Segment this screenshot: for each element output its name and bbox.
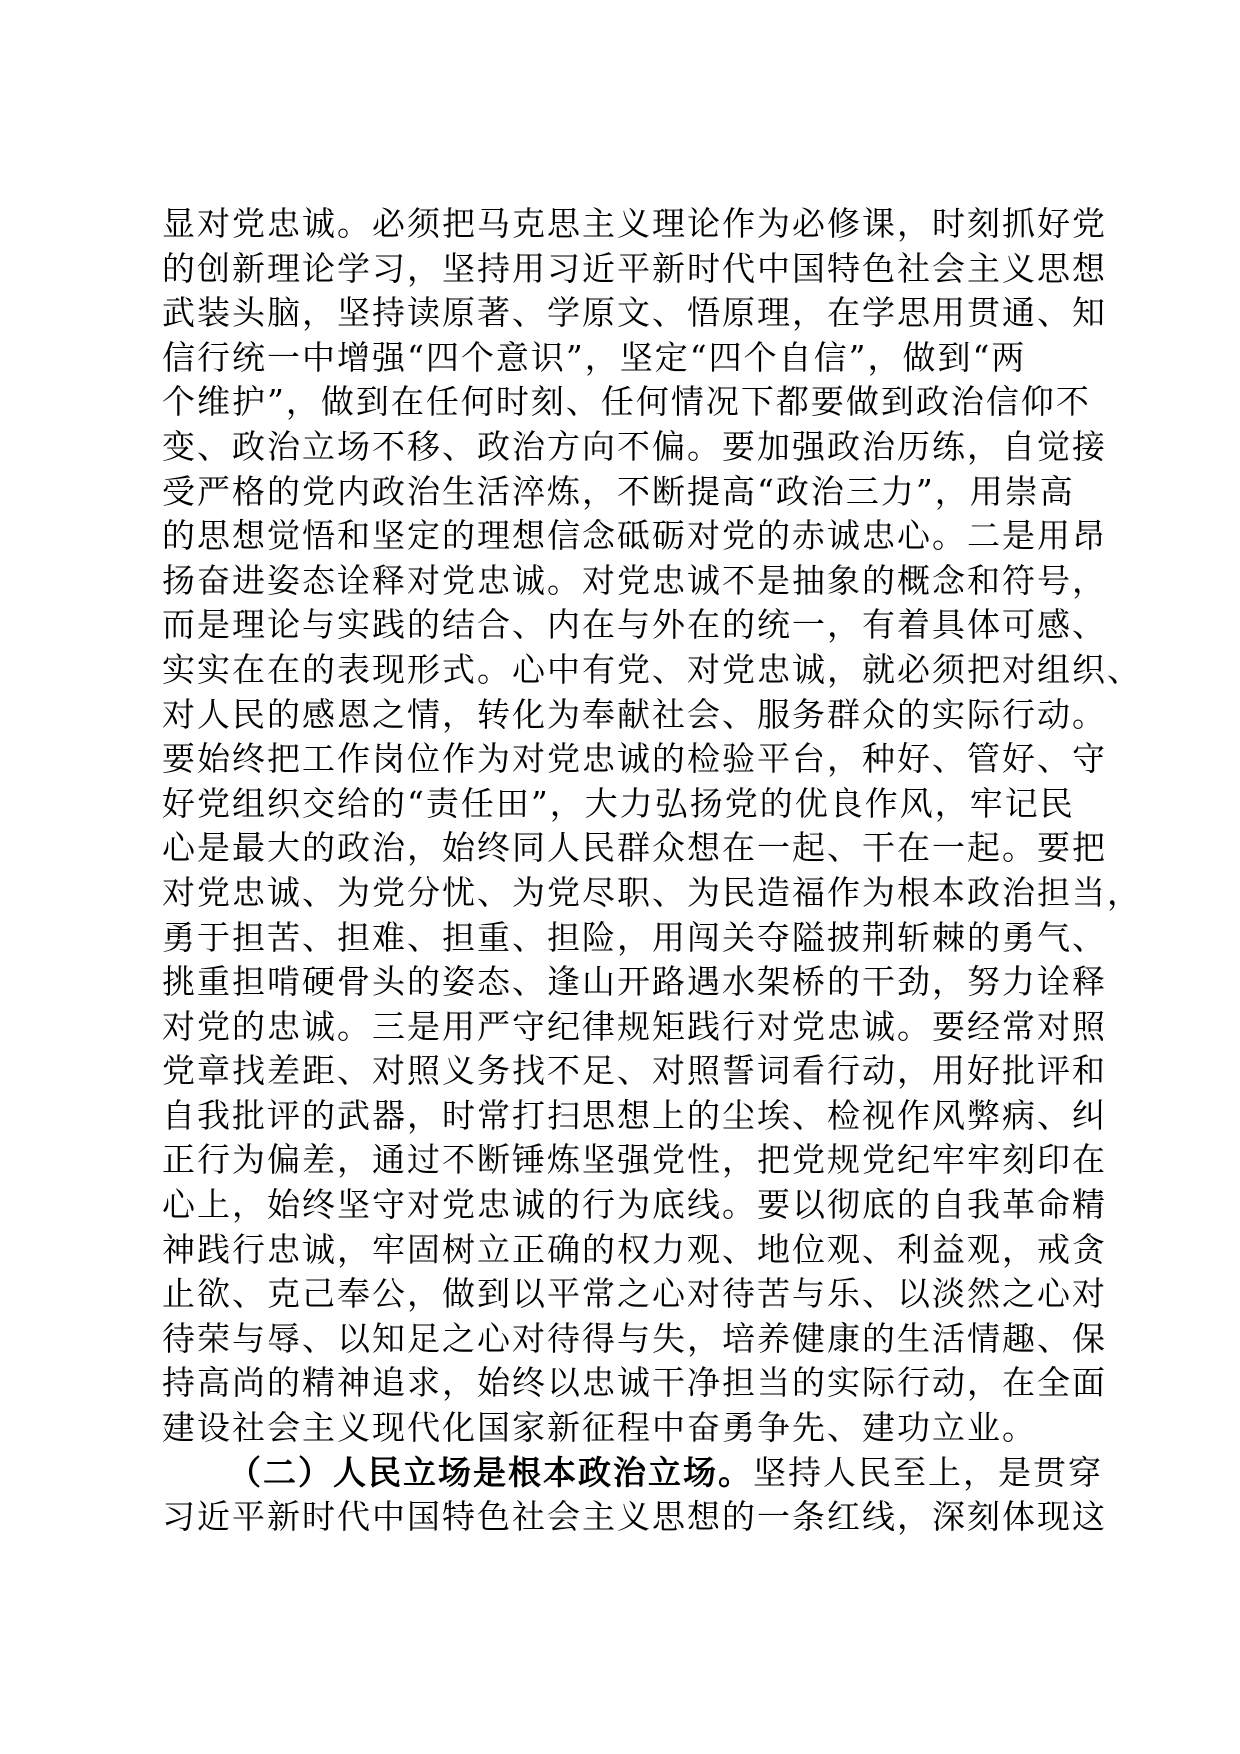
text-line: 对党的忠诚。三是用严守纪律规矩践行对党忠诚。要经常对照 <box>162 1006 1107 1046</box>
text-line: 自我批评的武器，时常打扫思想上的尘埃、检视作风弊病、纠 <box>162 1095 1107 1135</box>
text-line: 对党忠诚、为党分忧、为党尽职、为民造福作为根本政治担当， <box>162 872 1142 912</box>
text-line: 武装头脑，坚持读原著、学原文、悟原理，在学思用贯通、知 <box>162 293 1107 333</box>
text-line: 显对党忠诚。必须把马克思主义理论作为必修课，时刻抓好党 <box>162 204 1107 243</box>
text-line: 勇于担苦、担难、担重、担险，用闯关夺隘披荆斩棘的勇气、 <box>162 917 1107 957</box>
text-line: 心是最大的政治，始终同人民群众想在一起、干在一起。要把 <box>162 828 1107 868</box>
text-line: 心上，始终坚守对党忠诚的行为底线。要以彻底的自我革命精 <box>162 1185 1107 1225</box>
text-line: 而是理论与实践的结合、内在与外在的统一，有着具体可感、 <box>162 605 1107 645</box>
text-line: 要始终把工作岗位作为对党忠诚的检验平台，种好、管好、守 <box>162 739 1107 779</box>
text-line: 的思想觉悟和坚定的理想信念砥砺对党的赤诚忠心。二是用昂 <box>162 516 1107 556</box>
text-line: 变、政治立场不移、政治方向不偏。要加强政治历练，自觉接 <box>162 426 1107 466</box>
text-line: 党章找差距、对照义务找不足、对照誓词看行动，用好批评和 <box>162 1051 1107 1091</box>
section-2-text: 坚持人民至上，是贯穿 <box>753 1452 1103 1492</box>
text-line: 对人民的感恩之情，转化为奉献社会、服务群众的实际行动。 <box>162 694 1107 734</box>
text-line: 挑重担啃硬骨头的姿态、逢山开路遇水架桥的干劲，努力诠释 <box>162 962 1107 1002</box>
text-line: 持高尚的精神追求，始终以忠诚干净担当的实际行动，在全面 <box>162 1363 1107 1403</box>
text-line: 信行统一中增强“四个意识”，坚定“四个自信”，做到“两 <box>162 337 1027 377</box>
text-line: 待荣与辱、以知足之心对待得与失，培养健康的生活情趣、保 <box>162 1318 1107 1358</box>
text-line: 止欲、克己奉公，做到以平常之心对待苦与乐、以淡然之心对 <box>162 1274 1107 1314</box>
body-text <box>162 202 1142 1540</box>
text-line: 神践行忠诚，牢固树立正确的权力观、地位观、利益观，戒贪 <box>162 1229 1107 1269</box>
section-2-first-line <box>162 1451 1102 1496</box>
text-line: 习近平新时代中国特色社会主义思想的一条红线，深刻体现这 <box>162 1497 1107 1537</box>
text-line: 好党组织交给的“责任田”，大力弘扬党的优良作风，牢记民 <box>162 783 1075 823</box>
section-2-heading: （二）人民立场是根本政治立场。 <box>228 1452 753 1492</box>
text-line: 正行为偏差，通过不断锤炼坚强党性，把党规党纪牢牢刻印在 <box>162 1140 1107 1180</box>
text-line: 扬奋进姿态诠释对党忠诚。对党忠诚不是抽象的概念和符号， <box>162 560 1107 600</box>
text-line: 建设社会主义现代化国家新征程中奋勇争先、建功立业。 <box>162 1408 1037 1448</box>
text-line: 的创新理论学习，坚持用习近平新时代中国特色社会主义思想 <box>162 248 1107 288</box>
text-line: 实实在在的表现形式。心中有党、对党忠诚，就必须把对组织、 <box>162 649 1142 689</box>
text-line: 个维护”，做到在任何时刻、任何情况下都要做到政治信仰不 <box>162 382 1091 422</box>
text-line: 受严格的党内政治生活淬炼，不断提高“政治三力”，用崇高 <box>162 471 1075 511</box>
